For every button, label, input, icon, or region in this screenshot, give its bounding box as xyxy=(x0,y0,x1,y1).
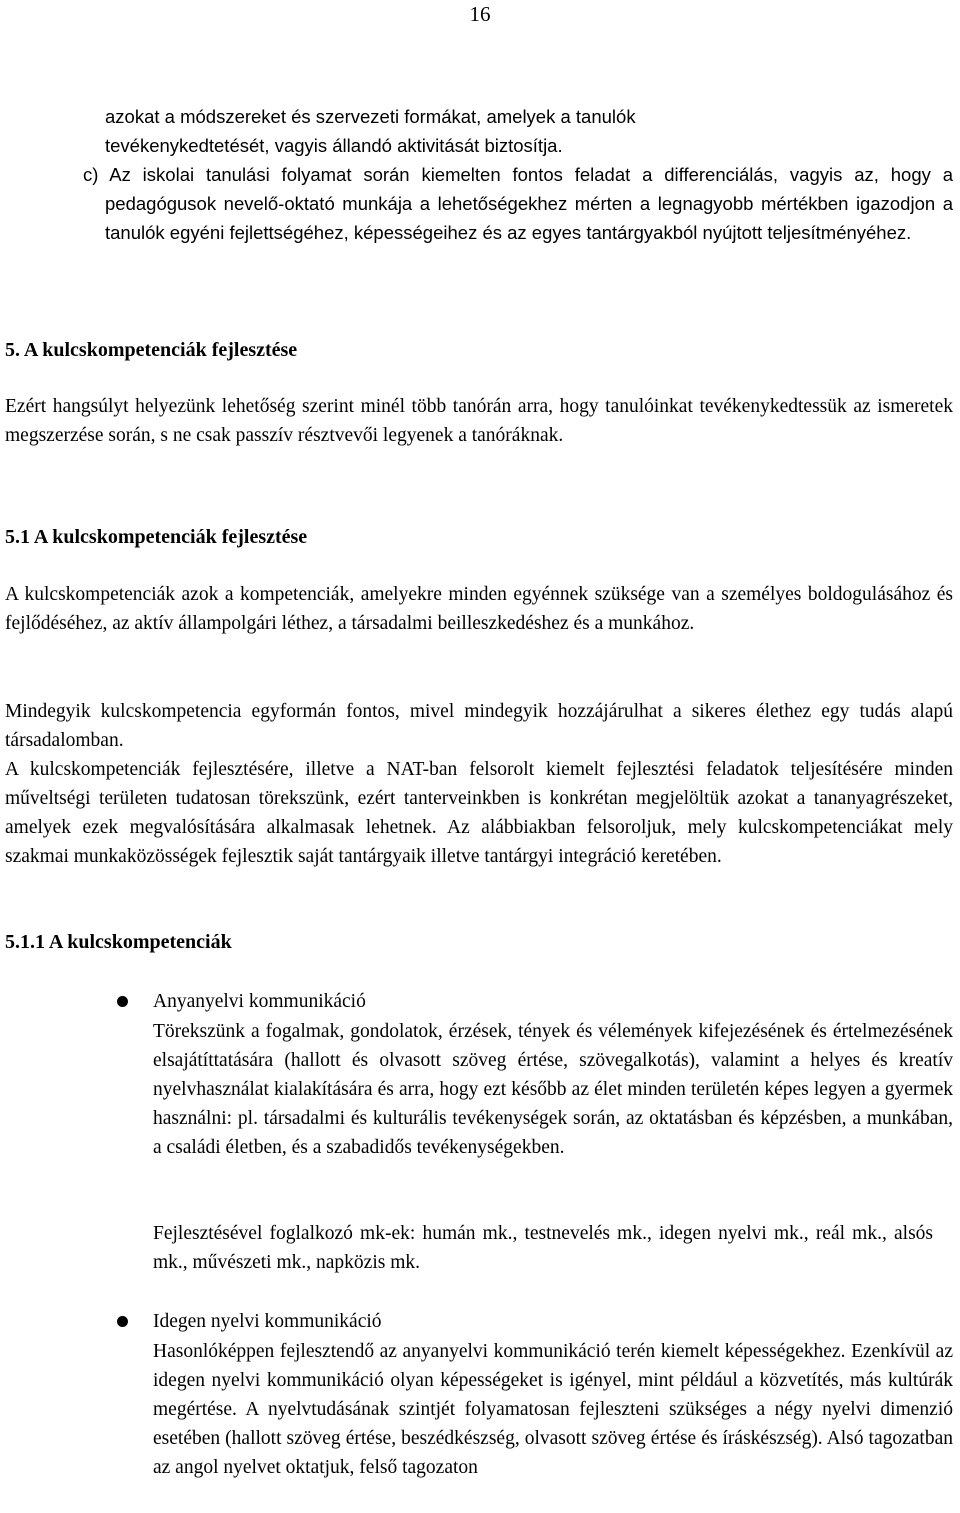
item-c-paragraph: c) Az iskolai tanulási folyamat során kiemelten fontos feladat a differenciálás, vagyis az, hogy a pedagógusok nevelő-oktató munkája a lehetőségekhez mérten a legnagyobb mértékben igazodjon a tanulók egyéni fejlettségéhez, képességeihez és az egyes tantárgyakból nyújtott teljesítményéhez. xyxy=(83,164,953,243)
continuation-line-2: tevékenykedtetését, vagyis állandó aktivitását biztosítja. xyxy=(105,135,563,156)
section-5-1-heading: 5.1 A kulcskompetenciák fejlesztése xyxy=(5,526,308,548)
section-5-1-paragraph-2: Mindegyik kulcskompetencia egyformán fontos, mivel mindegyik hozzájárulhat a sikeres élethez egy tudás alapú társadalomban. xyxy=(5,701,953,751)
bullet-icon xyxy=(117,1316,128,1327)
page-number: 16 xyxy=(469,2,491,26)
section-5-1-paragraph-3: A kulcskompetenciák fejlesztésére, illetve a NAT-ban felsorolt kiemelt fejlesztési feladatok teljesítésére minden műveltségi területen tudatosan törekszünk, ezért tanterveinkben is konkrétan megjelöltük azokat a tananyagrészeket, amelyek ezek megvalósítására alkalmasak lehetnek. Az alábbiakban felsoroljuk, mely kulcskompetenciákat mely szakmai munkaközösségek fejlesztik saját tantárgyaik illetve tantárgyi integráció keretében. xyxy=(5,759,953,867)
section-5-paragraph: Ezért hangsúlyt helyezünk lehetőség szerint minél több tanórán arra, hogy tanulóinkat tevékenykedtessük az ismeretek megszerzése során, s ne csak passzív résztvevői legyenek a tanóráknak. xyxy=(5,396,953,446)
section-5-heading: 5. A kulcskompetenciák fejlesztése xyxy=(5,339,298,361)
section-5-1-paragraph-1: A kulcskompetenciák azok a kompetenciák, amelyekre minden egyénnek szüksége van a személyes boldogulásához és fejlődéséhez, az aktív állampolgári léthez, a társadalmi beilleszkedéshez és a munkához. xyxy=(5,584,953,634)
continuation-line-1: azokat a módszereket és szervezeti formákat, amelyek a tanulók xyxy=(105,106,636,127)
competency-note-1: Fejlesztésével foglalkozó mk-ek: humán mk., testnevelés mk., idegen nyelvi mk., reál mk., alsós mk., művészeti mk., napközis mk. xyxy=(153,1223,933,1273)
competency-title-2: Idegen nyelvi kommunikáció xyxy=(153,1311,382,1332)
competency-body-2: Hasonlóképpen fejlesztendő az anyanyelvi kommunikáció terén kiemelt képességekhez. Ezenkívül az idegen nyelvi kommunikáció olyan képességeket is igényel, mint például a közvetítés, más kultúrák megértése. A nyelvtudásának szintjét folyamatosan fejleszteni szükséges a négy nyelvi dimenzió esetében (hallott szöveg értése, beszédkészség, olvasott szöveg értése és íráskészség). Alsó tagozatban az angol nyelvet oktatjuk, felső tagozaton xyxy=(153,1341,953,1478)
competency-body-1: Törekszünk a fogalmak, gondolatok, érzések, tények és vélemények kifejezésének és értelmezésének elsajátíttatására (hallott és olvasott szöveg értése, szövegalkotás), valamint a helyes és kreatív nyelvhasználat kialakítására és arra, hogy ezt később az élet minden területén képes legyen a gyermek használni: pl. társadalmi és kulturális tevékenységek során, az oktatásban és képzésben, a munkában, a családi életben, és a szabadidős tevékenységekben. xyxy=(153,1021,953,1158)
bullet-icon xyxy=(117,996,128,1007)
section-5-1-1-heading: 5.1.1 A kulcskompetenciák xyxy=(5,931,232,953)
competency-title-1: Anyanyelvi kommunikáció xyxy=(153,991,366,1012)
